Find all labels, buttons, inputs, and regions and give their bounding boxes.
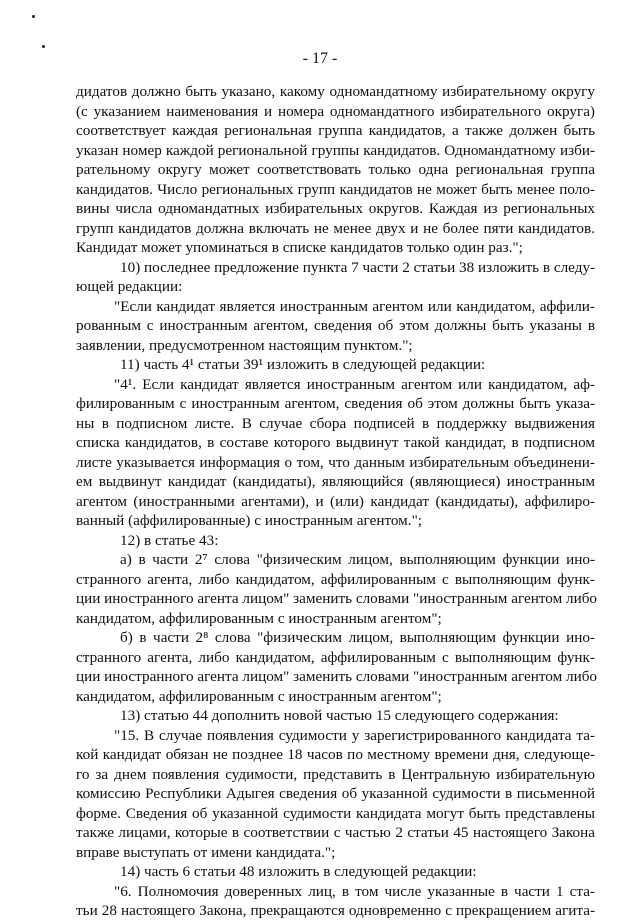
text-line: странного агента, либо кандидатом, аффилированным с выполняющим функ- — [76, 570, 595, 588]
text-line: "4¹. Если кандидат является иностранным агентом или кандидатом, аф- — [114, 375, 595, 393]
text-line: вправе выступать от имени кандидата."; — [76, 843, 336, 861]
text-line: 10) последнее предложение пункта 7 части 2 статьи 38 изложить в следу- — [120, 258, 596, 276]
text-line: (с указанием наименования и номера одномандатного избирательного округа) — [76, 102, 595, 120]
text-line: странного агента, либо кандидатом, аффилированным с выполняющим функ- — [76, 648, 595, 666]
text-line: дидатов должно быть указано, какому одномандатному избирательному округу — [76, 83, 595, 100]
text-line: "15. В случае появления судимости у зарегистрированного кандидата та- — [114, 726, 595, 744]
text-line: заявлении, предусмотренном настоящим пунктом."; — [76, 336, 413, 354]
text-line: го за днем появления судимости, представить в Центральную избирательную — [76, 765, 595, 783]
text-line: рованным с иностранным агентом, сведения об этом должны быть указаны в — [76, 317, 595, 334]
text-line: тьи 28 настоящего Закона, прекращаются одновременно с прекращением агита- — [76, 902, 595, 919]
text-line: "6. Полномочия доверенных лиц, в том числе указанные в части 1 ста- — [114, 882, 595, 900]
text-line: 14) часть 6 статьи 48 изложить в следующей редакции: — [120, 863, 477, 880]
text-line: 12) в статье 43: — [120, 531, 219, 549]
text-line: рательному округу может соответствовать только одна региональная группа — [76, 161, 595, 178]
text-line: ции иностранного агента лицом" заменить словами "иностранным агентом либо — [76, 590, 598, 607]
text-line: филированным с иностранным агентом, сведения об этом должны быть указа- — [76, 395, 595, 412]
text-line: также лицами, которые в соответствии с частью 2 статьи 45 настоящего Закона — [76, 824, 595, 841]
text-line: комиссию Республики Адыгея сведения об указанной судимости в письменной — [76, 785, 595, 802]
text-line: ванный (аффилированные) с иностранным агентом."; — [76, 512, 423, 529]
text-line: кандидатов. Число региональных групп кандидатов не может быть менее поло- — [76, 180, 595, 198]
text-line: б) в части 2⁸ слова "физическим лицом, выполняющим функции ино- — [120, 629, 595, 646]
text-line: ны в подписном листе. В случае сбора подписей в поддержку выдвижения — [76, 414, 595, 432]
text-line: кандидатом, аффилированным с иностранным агентом"; — [76, 609, 442, 627]
document-body — [76, 82, 598, 921]
text-line: 13) статью 44 дополнить новой частью 15 следующего содержания: — [120, 707, 559, 724]
text-line: ции иностранного агента лицом" заменить словами "иностранным агентом либо — [76, 668, 598, 685]
page-number: - 17 - — [302, 50, 338, 67]
scan-speck — [42, 45, 45, 48]
text-line: ющей редакции: — [76, 278, 183, 295]
text-line: кандидатом, аффилированным с иностранным агентом"; — [76, 687, 442, 705]
text-line: 11) часть 4¹ статьи 39¹ изложить в следующей редакции: — [120, 356, 486, 373]
text-line: агентом (иностранными агентами), и (или) кандидат (кандидаты), аффилиро- — [76, 492, 595, 510]
text-line: групп кандидатов должна включать не менее двух и не более пяти кандидатов. — [76, 219, 595, 237]
text-line: форме. Сведения об указанной судимости кандидата могут быть представлены — [76, 804, 595, 822]
text-line: Кандидат может упоминаться в списке кандидатов только один раз."; — [76, 239, 523, 256]
text-line: указан номер каждой региональной группы кандидатов. Одномандатному изби- — [76, 141, 595, 159]
text-line: кой кандидат обязан не позднее 18 часов по местному времени дня, следующе- — [76, 746, 595, 763]
text-line: списка кандидатов, в составе которого выдвинут такой кандидат, в подписном — [76, 434, 595, 451]
text-line: вины числа одномандатных избирательных округов. Каждая из региональных — [76, 200, 595, 217]
scan-speck — [32, 15, 35, 18]
text-line: "Если кандидат является иностранным агентом или кандидатом, аффили- — [114, 297, 595, 315]
text-line: ем выдвинут кандидат (кандидаты), являющийся (являющиеся) иностранным — [76, 473, 595, 490]
text-line: соответствует каждая региональная группа кандидатов, а также должен быть — [76, 122, 595, 139]
text-line: листе указывается информация о том, что данным избирательным объединени- — [76, 453, 595, 471]
text-line: а) в части 2⁷ слова "физическим лицом, выполняющим функции ино- — [120, 551, 595, 568]
